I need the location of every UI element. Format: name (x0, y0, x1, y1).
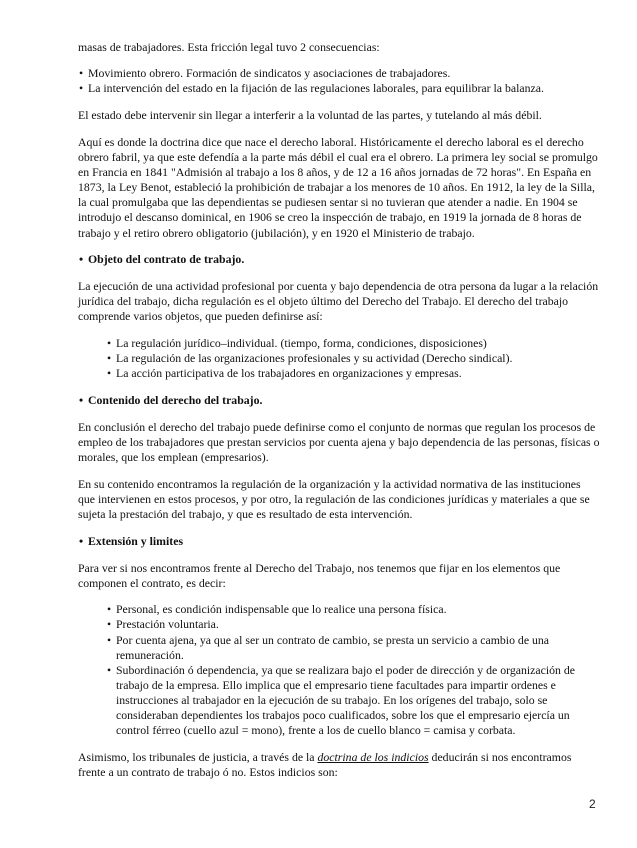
text-line: • Prestación voluntaria. (116, 617, 219, 632)
text-line: masas de trabajadores. Esta fricción legal tuvo 2 consecuencias: (78, 39, 380, 54)
section-heading-contenido: • Contenido del derecho del trabajo. (78, 393, 608, 408)
doctrina-de-los-indicios-term: doctrina de los indicios (317, 749, 429, 764)
text-line: Para ver si nos encontramos frente al Derecho del Trabajo, nos tenemos que fijar en los elementos que (78, 560, 561, 575)
list-item-subordinacion (78, 663, 608, 738)
text-line: • Subordinación ó dependencia, ya que se realizara bajo el poder de dirección y de organización de (116, 662, 576, 677)
paragraph-closing (78, 750, 608, 780)
text-line: instrucciones al trabajador en la ejecución de su trabajo. En los orígenes del trabajo, solo se (116, 692, 548, 707)
text-line: comprende varios objetos, que pueden definirse así: (78, 309, 323, 324)
text-line: • Por cuenta ajena, ya que al ser un contrato de cambio, se presta un servicio a cambio de una (116, 632, 550, 647)
closing-text-after: deducirán si nos encontramos (428, 749, 572, 764)
paragraph-state-note (78, 108, 608, 123)
paragraph-history (78, 135, 608, 241)
text-line: trabajo y el retiro obrero obligatorio (jubilación), y en 1920 el Ministerio de trabajo. (78, 225, 475, 240)
text-line: jurídica del trabajo, dicha regulación es el objeto último del Derecho del Trabajo. El derecho del trabajo (78, 294, 569, 309)
text-line: la cual promulgaba que las dependientas se pudiesen sentar si no tuvieran que atender a nadie. En 1904 se (78, 195, 578, 210)
list-item-movimiento-obrero: • Movimiento obrero. Formación de sindicatos y asociaciones de trabajadores. (78, 66, 608, 81)
text-line: Aquí es donde la doctrina dice que nace el derecho laboral. Históricamente el derecho laboral es el derecho (78, 134, 584, 149)
text-line: trabajo de la empresa. Ello implica que el empresario tiene facultades para impartir ordenes e (116, 677, 556, 692)
text-line: en Francia en 1841 "Admisión al trabajo a los 8 años, y de 12 a 16 años jornadas de 72 horas". En España en (78, 165, 592, 180)
text-line: remuneración. (116, 647, 184, 662)
text-line: En su contenido encontramos la regulación de la organización y la actividad normativa de las instituciones (78, 476, 581, 491)
consequences-list (78, 66, 608, 96)
text-line: introdujo el descanso dominical, en 1906 se creo la inspección de trabajo, en 1919 la jornada de 8 horas de (78, 210, 582, 225)
paragraph-objeto (78, 279, 608, 324)
list-item-cuenta-ajena (78, 633, 608, 663)
text-line (78, 750, 608, 765)
text-line: componen el contrato, es decir: (78, 575, 226, 590)
paragraph-intro (78, 40, 608, 55)
list-item: • La regulación jurídico–individual. (tiempo, forma, condiciones, disposiciones) (78, 336, 608, 351)
list-item-personal (78, 602, 608, 617)
contract-elements-list (78, 602, 608, 738)
text-line: 1873, la Ley Benot, estableció la prohibición de trabajar a los menores de 10 años. En 1912, la ley de la Silla, (78, 180, 595, 195)
section-heading-extension: • Extensión y limites (78, 534, 608, 549)
section-heading-objeto: • Objeto del contrato de trabajo. (78, 252, 608, 267)
text-line: La ejecución de una actividad profesional por cuenta y bajo dependencia de otra persona da lugar a la relación (78, 279, 599, 294)
objeto-list (78, 336, 608, 381)
page-number: 2 (589, 797, 596, 811)
list-item-prestacion-voluntaria (78, 617, 608, 632)
document-body (78, 40, 608, 792)
paragraph-extension (78, 561, 608, 591)
text-line: En conclusión el derecho del trabajo puede definirse como el conjunto de normas que regulan los procesos de (78, 419, 596, 434)
list-item: • La acción participativa de los trabajadores en organizaciones y empresas. (78, 366, 608, 381)
paragraph-contenido-2 (78, 477, 608, 522)
text-line: que intervienen en estos procesos, y por otro, la regulación de las condiciones jurídicas y materiales a que se (78, 491, 590, 506)
text-line: control férreo (cuello azul = mono), frente a los de cuello blanco = camisa y corbata. (116, 723, 516, 738)
text-line: • Personal, es condición indispensable que lo realice una persona física. (116, 602, 447, 617)
text-line: sujeta la prestación del trabajo, y que es resultado de esta intervención. (78, 506, 413, 521)
list-item-intervencion-estado: • La intervención del estado en la fijación de las regulaciones laborales, para equilibrar la balanza. (78, 81, 608, 96)
paragraph-contenido-1 (78, 420, 608, 465)
text-line: morales, que los emplean (empresarios). (78, 449, 269, 464)
text-line: El estado debe intervenir sin llegar a interferir a la voluntad de las partes, y tutelando al más débil. (78, 108, 542, 123)
list-item: • La regulación de las organizaciones profesionales y su actividad (Derecho sindical). (78, 351, 608, 366)
text-line: consideraban dependientes los trabajos poco cualificados, sobre los que el empresario ejercía un (116, 708, 570, 723)
text-line: empleo de los trabajadores que prestan servicios por cuenta ajena y bajo dependencia de las personas, físicas o (78, 434, 600, 449)
text-line: frente a un contrato de trabajo ó no. Estos indicios son: (78, 765, 338, 779)
closing-text-before: Asimismo, los tribunales de justicia, a través de la (78, 749, 318, 764)
text-line: obrero fabril, ya que este defendía a la parte más débil el cual era el obrero. La primera ley social se promulgo (78, 150, 598, 165)
